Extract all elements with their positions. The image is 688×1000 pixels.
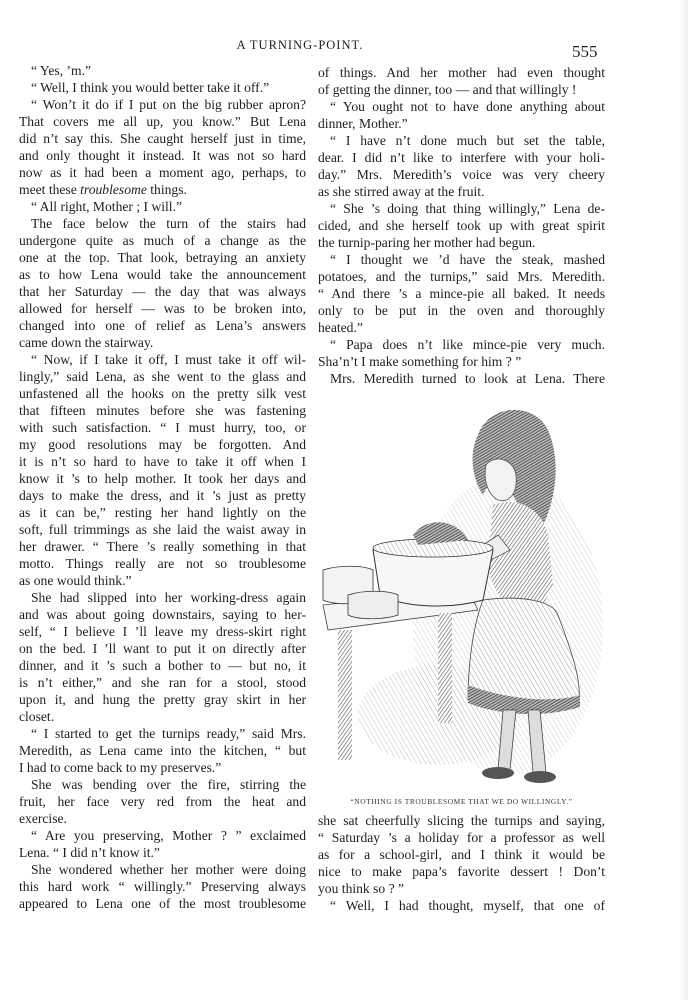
text-line: dinner, Mother.” (318, 116, 408, 131)
running-title: A TURNING-POINT. (236, 38, 364, 52)
text-line: of getting the dinner, too — and that willingly ! (318, 82, 577, 97)
text-line: cided, and she herself took up with great spirit (318, 218, 605, 233)
text-line: undergone quite as much of a change as the (19, 233, 306, 248)
text-line: “ Are you preserving, Mother ? ” exclaimed (31, 828, 306, 843)
paragraph (19, 351, 306, 589)
text-line: the turnip-paring her mother had begun. (318, 235, 536, 250)
engraving-image (318, 385, 608, 785)
text-line: she sat cheerfully slicing the turnips and saying, (318, 813, 605, 828)
text-line: dinner, and it ’s such a bother to — but no, it (19, 658, 306, 673)
paragraph (19, 62, 306, 79)
text-line: one at the top. That look, betraying an anxiety (19, 250, 306, 265)
paragraph (318, 812, 605, 897)
text-segment: meet these (19, 182, 81, 197)
illustration-girl-at-table (318, 385, 608, 785)
paragraph (318, 200, 605, 251)
text-line: motto. Things really are not so troublesome (19, 556, 306, 571)
text-line: unfastened all the hooks on the pretty silk vest (19, 386, 306, 401)
text-line: “ Yes, ’m.” (31, 63, 92, 78)
text-line: upon it, and hung the pretty gray skirt in her (19, 692, 306, 707)
text-line: She had slipped into her working-dress again (31, 590, 306, 605)
paragraph (19, 861, 306, 912)
text-line: “ Now, if I take it off, I must take it off wil- (31, 352, 306, 367)
text-line: her drawer. “ There ’s really something in that (19, 539, 306, 554)
text-line: “ Won’t it do if I put on the big rubber apron? (31, 97, 306, 112)
text-line: “ I thought we ’d have the steak, mashed (330, 252, 605, 267)
text-line: is n’t either,” and she ran for a stool, stood (19, 675, 306, 690)
text-segment: things. (146, 182, 187, 197)
paragraph (318, 897, 605, 914)
text-line: my good resolutions may be forgotten. And (19, 437, 306, 452)
text-line: that her Saturday — the day that was always (19, 284, 306, 299)
text-line: “ And there ’s a mince-pie all baked. It needs (318, 286, 605, 301)
text-line: exercise. (19, 811, 67, 826)
text-line: lingly,” said Lena, as she went to the glass and (19, 369, 306, 384)
text-line: only to be put in the oven and thoroughly (318, 303, 605, 318)
paragraph (19, 589, 306, 725)
text-line: appeared to Lena one of the most troublesome (19, 896, 306, 911)
paragraph (318, 98, 605, 132)
text-line (19, 181, 306, 198)
paragraph (318, 132, 605, 200)
right-column-top (318, 64, 605, 387)
text-line: days to make the dress, and it ’s just as pretty (19, 488, 306, 503)
paragraph (19, 198, 306, 215)
text-line: Mrs. Meredith turned to look at Lena. There (330, 371, 605, 386)
text-line: closet. (19, 709, 55, 724)
text-line: on the bed. I ’ll want to put it on directly after (19, 641, 306, 656)
text-line: know it ’s to help mother. It took her days and (19, 471, 306, 486)
text-line: this hard work “ willingly.” Preserving always (19, 879, 306, 894)
text-line: dear. I did n’t like to interfere with your holi- (318, 150, 605, 165)
text-line: nice to make papa’s favorite dessert ! Don’t (318, 864, 605, 879)
paragraph (318, 64, 605, 98)
text-line: potatoes, and the turnips,” said Mrs. Meredith. (318, 269, 605, 284)
text-line: allowed for herself — was to be broken into, (19, 301, 306, 316)
text-line: I had to come back to my preserves.” (19, 760, 222, 775)
text-line: as to how Lena would take the announcement (19, 267, 306, 282)
italic-word: troublesome (80, 182, 147, 197)
paragraph (19, 79, 306, 96)
paragraph (19, 725, 306, 776)
text-line: “ Saturday ’s a holiday for a professor as well (318, 830, 605, 845)
text-line: “ You ought not to have done anything about (330, 99, 605, 114)
illustration-caption: “NOTHING IS TROUBLESOME THAT WE DO WILLINGLY.” (350, 797, 573, 806)
text-line: came down the stairway. (19, 335, 154, 350)
paragraph (19, 776, 306, 827)
text-line: of things. And her mother had even thought (318, 65, 605, 80)
left-column (19, 62, 306, 912)
paragraph (318, 336, 605, 370)
text-line: “ Papa does n’t like mince-pie very much. (330, 337, 605, 352)
right-column-bottom (318, 812, 605, 914)
paragraph (19, 827, 306, 861)
text-line: Lena. “ I did n’t know it.” (19, 845, 160, 860)
text-line: now as it had been a moment ago, perhaps, to (19, 165, 306, 180)
paragraph (19, 215, 306, 351)
text-line: as for a school-girl, and I think it would be (318, 847, 605, 862)
text-line: The face below the turn of the stairs had (31, 216, 306, 231)
text-line: did n’t say this. She caught herself just in time, (19, 131, 306, 146)
text-line: self, “ I believe I ’ll leave my dress-skirt right (19, 624, 306, 639)
text-line: that fifteen minutes before she was fastening (19, 403, 306, 418)
paragraph (318, 251, 605, 336)
page-number: 555 (572, 42, 598, 61)
text-line: “ She ’s doing that thing willingly,” Lena de- (330, 201, 605, 216)
text-line: as it can be,” resting her hand lightly on the (19, 505, 306, 520)
text-line: with such satisfaction. “ I must hurry, too, or (19, 420, 306, 435)
text-line: and only thought it instead. It was not so hard (19, 148, 306, 163)
text-line: you think so ? ” (318, 881, 405, 896)
text-line: She wondered whether her mother were doing (31, 862, 306, 877)
text-line: “ I have n’t done much but set the table, (330, 133, 605, 148)
text-line: fruit, her face very red from the heat and (19, 794, 306, 809)
text-line: That covers me all up, you know.” But Lena (19, 114, 306, 129)
text-line: “ All right, Mother ; I will.” (31, 199, 183, 214)
text-line: as one would think.” (19, 573, 132, 588)
paragraph (19, 96, 306, 198)
text-line: Meredith, as Lena came into the kitchen, “ but (19, 743, 306, 758)
text-line: “ I started to get the turnips ready,” said Mrs. (31, 726, 306, 741)
text-line: soft, full trimmings as she laid the waist away in (19, 522, 306, 537)
text-line: She was bending over the fire, stirring the (31, 777, 306, 792)
text-line: “ Well, I think you would better take it off.” (31, 80, 270, 95)
page-edge (680, 0, 688, 1000)
text-line: it is n’t so hard to have to take it off when I (19, 454, 306, 469)
text-line: and was about going downstairs, saying to her- (19, 607, 306, 622)
text-line: day.” Mrs. Meredith’s voice was very cheery (318, 167, 605, 182)
text-line: Sha’n’t I make something for him ? ” (318, 354, 522, 369)
text-line: “ Well, I had thought, myself, that one of (330, 898, 605, 913)
text-line: as she stirred away at the fruit. (318, 184, 485, 199)
text-line: heated.” (318, 320, 363, 335)
text-line: changed into one of relief as Lena’s answers (19, 318, 306, 333)
